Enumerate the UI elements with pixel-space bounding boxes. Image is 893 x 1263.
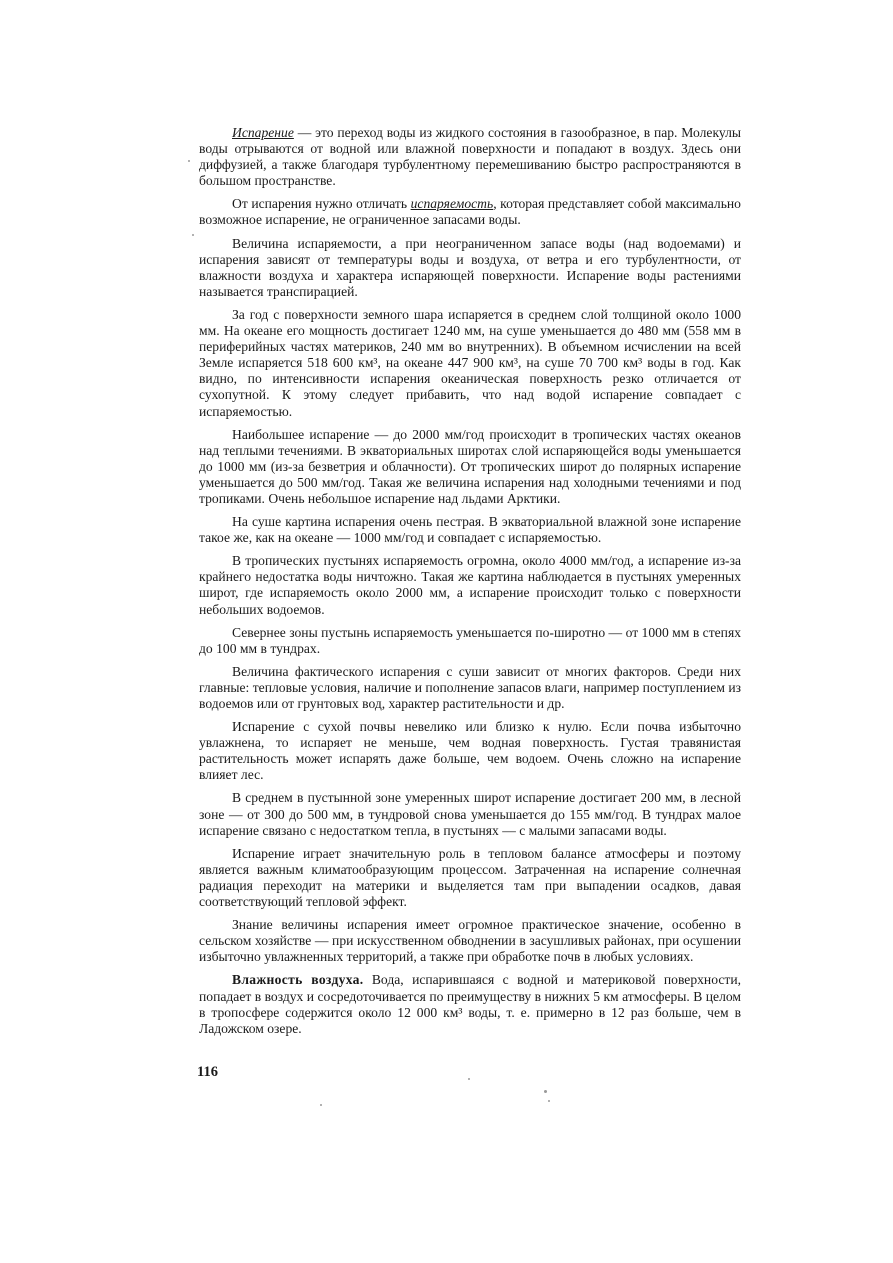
paragraph-practical-value: Знание величины испарения имеет огромное практическое значение, особенно в сельском хозяйстве — при искусственном обводнении в засушливых районах, при осушении избыточно увлажненных территорий, а также при обработке почв в любых условиях. <box>199 917 741 965</box>
paragraph-evaporation-definition <box>199 125 741 189</box>
paragraph-heat-balance: Испарение играет значительную роль в тепловом балансе атмосферы и поэтому является важным климатообразующим процессом. Затраченная на испарение солнечная радиация переходит на материки и выделяется там при выпадении осадков, давая соответствующий тепловой эффект. <box>199 845 741 910</box>
scan-speck <box>468 1078 470 1080</box>
paragraph-tropical-deserts: В тропических пустынях испаряемость огромна, около 4000 мм/год, а испарение из-за крайнего недостатка воды ничтожно. Такая же картина наблюдается в пустынях умеренных широт, где испаряемость около 2000 мм, а испарение происходит только с поверхности небольших водоемов. <box>199 553 741 617</box>
paragraph-actual-evaporation: Величина фактического испарения с суши зависит от многих факторов. Среди них главные: тепловые условия, наличие и пополнение запасов влаги, например поступлением из водоемов или от грунтовых вод, характер растительности и др. <box>199 663 741 711</box>
paragraph-text-after: , которая представляет собой максимально возможное испарение, не ограниченное запасами воды. <box>199 196 741 228</box>
paragraph-evaporability <box>199 196 741 228</box>
paragraph-north-of-deserts: Севернее зоны пустынь испаряемость уменьшается по-широтно — от 1000 мм в степях до 100 мм в тундрах. <box>199 624 741 656</box>
term-evaporability: испаряемость <box>410 196 494 212</box>
paragraph-factors: Величина испаряемости, а при неограниченном запасе воды (над водоемами) и испарения зависят от температуры воды и воздуха, от ветра и его турбулентности, от влажности воздуха и характера испаряющей поверхности. Испарение воды растениями называется транспирацией. <box>199 235 741 299</box>
text-column <box>199 125 741 1044</box>
page-number: 116 <box>197 1064 218 1080</box>
scan-speck <box>544 1090 547 1093</box>
scan-speck <box>548 1100 550 1102</box>
term-evaporation: Испарение <box>232 125 294 140</box>
scan-speck <box>320 1104 322 1106</box>
paragraph-soil-evaporation: Испарение с сухой почвы невелико или близко к нулю. Если почва избыточно увлажнена, то испаряет не меньше, чем водная поверхность. Густая травянистая растительность может испарять даже больше, чем водоем. Очень сложно на испарение влияет лес. <box>199 719 741 783</box>
paragraph-text: Вода, испарившаяся с водной и материковой поверхности, попадает в воздух и сосредоточивается по преимуществу в нижних 5 км атмосферы. В целом в тропосфере содержится около 12 000 км³ воды, т. е. примерно в 12 раз больше, чем в Ладожском озере. <box>199 972 741 1036</box>
paragraph-land-picture: На суше картина испарения очень пестрая. В экваториальной влажной зоне испарение такое же, как на океане — 1000 мм/год и совпадает с испаряемостью. <box>199 514 741 546</box>
scan-speck <box>188 160 190 162</box>
paragraph-air-humidity <box>199 972 741 1036</box>
paragraph-text-before: От испарения нужно отличать <box>232 196 411 212</box>
scan-speck <box>192 234 194 236</box>
paragraph-zonal-averages: В среднем в пустынной зоне умеренных широт испарение достигает 200 мм, в лесной зоне — от 300 до 500 мм, в тундровой снова уменьшается до 155 мм/год. В тундрах малое испарение связано с недостатком тепла, в пустынях — с малыми запасами воды. <box>199 790 741 838</box>
paragraph-text: — это переход воды из жидкого состояния в газообразное, в пар. Молекулы воды отрываются от водной или влажной поверхности и попадают в воздух. Здесь они диффузией, а также благодаря турбулентному перемешиванию быстро распространяются в большом пространстве. <box>199 125 741 189</box>
paragraph-ocean-maximum: Наибольшее испарение — до 2000 мм/год происходит в тропических частях океанов над теплыми течениями. В экваториальных широтах слой испаряющейся воды уменьшается до 1000 мм (из-за безветрия и облачности). От тропических широт до полярных испарение уменьшается до 500 мм/год. Такая же величина испарения над холодными течениями и под тропиками. Очень небольшое испарение над льдами Арктики. <box>199 426 741 506</box>
section-heading-air-humidity: Влажность воздуха. <box>232 972 364 988</box>
paragraph-annual-evaporation: За год с поверхности земного шара испаряется в среднем слой толщиной около 1000 мм. На океане его мощность достигает 1240 мм, на суше уменьшается до 480 мм (558 мм в периферийных частях материков, 240 мм во внутренних). В объемном исчислении на всей Земле испаряется 518 600 км³, на океане 447 900 км³, на суше 70 700 км³ воды в год. Как видно, по интенсивности испарения океаническая поверхность резко отличается от сухопутной. К этому следует прибавить, что над водой испарение совпадает с испаряемостью. <box>199 306 741 419</box>
